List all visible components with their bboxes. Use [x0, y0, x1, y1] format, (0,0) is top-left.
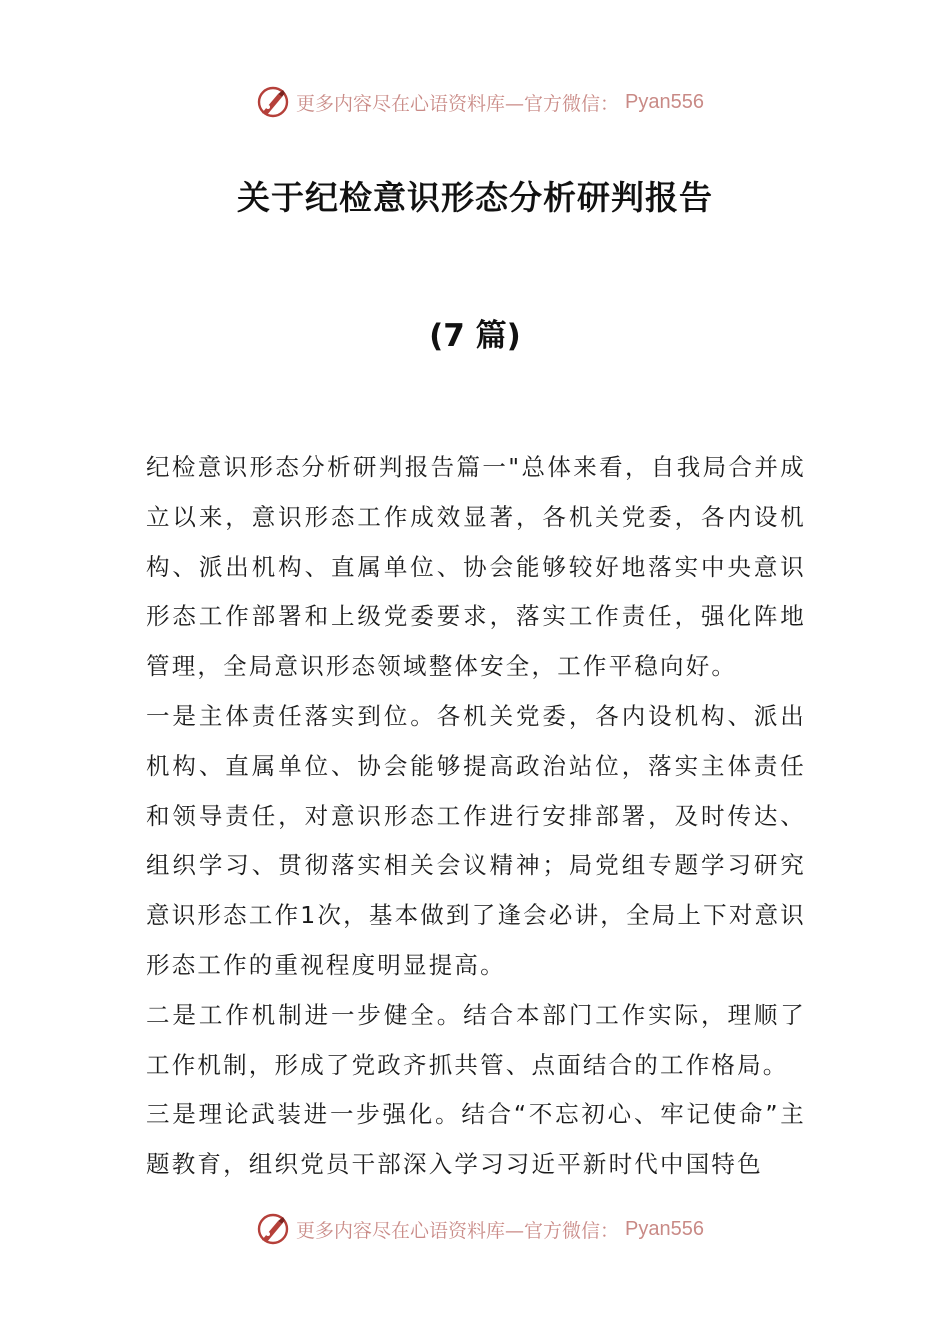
document-body	[146, 443, 806, 1190]
document-subtitle: (7 篇)	[429, 318, 521, 354]
footer-watermark	[0, 1209, 950, 1249]
header-watermark	[0, 82, 950, 122]
watermark-text: 更多内容尽在心语资料库—官方微信：	[296, 1219, 620, 1242]
watermark-content	[256, 1212, 704, 1246]
watermark-text: 更多内容尽在心语资料库—官方微信：	[296, 92, 620, 115]
document-title: 关于纪检意识形态分析研判报告	[237, 178, 713, 217]
watermark-wechat-id: Pyan556	[625, 90, 704, 113]
pen-circle-logo-icon	[256, 85, 290, 119]
paragraph-intro: 纪检意识形态分析研判报告篇一"总体来看，自我局合并成立以来，意识形态工作成效显著，各机关党委，各内设机构、派出机构、直属单位、协会能够较好地落实中央意识形态工作部署和上级党委要求，落实工作责任，强化阵地管理，全局意识形态领域整体安全，工作平稳向好。	[146, 453, 806, 681]
paragraph-point-two: 二是工作机制进一步健全。结合本部门工作实际，理顺了工作机制，形成了党政齐抓共管、点面结合的工作格局。	[146, 1000, 806, 1079]
paragraph-point-one: 一是主体责任落实到位。各机关党委，各内设机构、派出机构、直属单位、协会能够提高政治站位，落实主体责任和领导责任，对意识形态工作进行安排部署，及时传达、组织学习、贯彻落实相关会议精神；局党组专题学习研究意识形态工作1次，基本做到了逢会必讲，全局上下对意识形态工作的重视程度明显提高。	[146, 701, 806, 979]
pen-circle-logo-icon	[256, 1212, 290, 1246]
watermark-wechat-id: Pyan556	[625, 1217, 704, 1240]
watermark-content	[256, 85, 704, 119]
paragraph-point-three: 三是理论武装进一步强化。结合“不忘初心、牢记使命”主题教育，组织党员干部深入学习习近平新时代中国特色	[146, 1100, 806, 1179]
